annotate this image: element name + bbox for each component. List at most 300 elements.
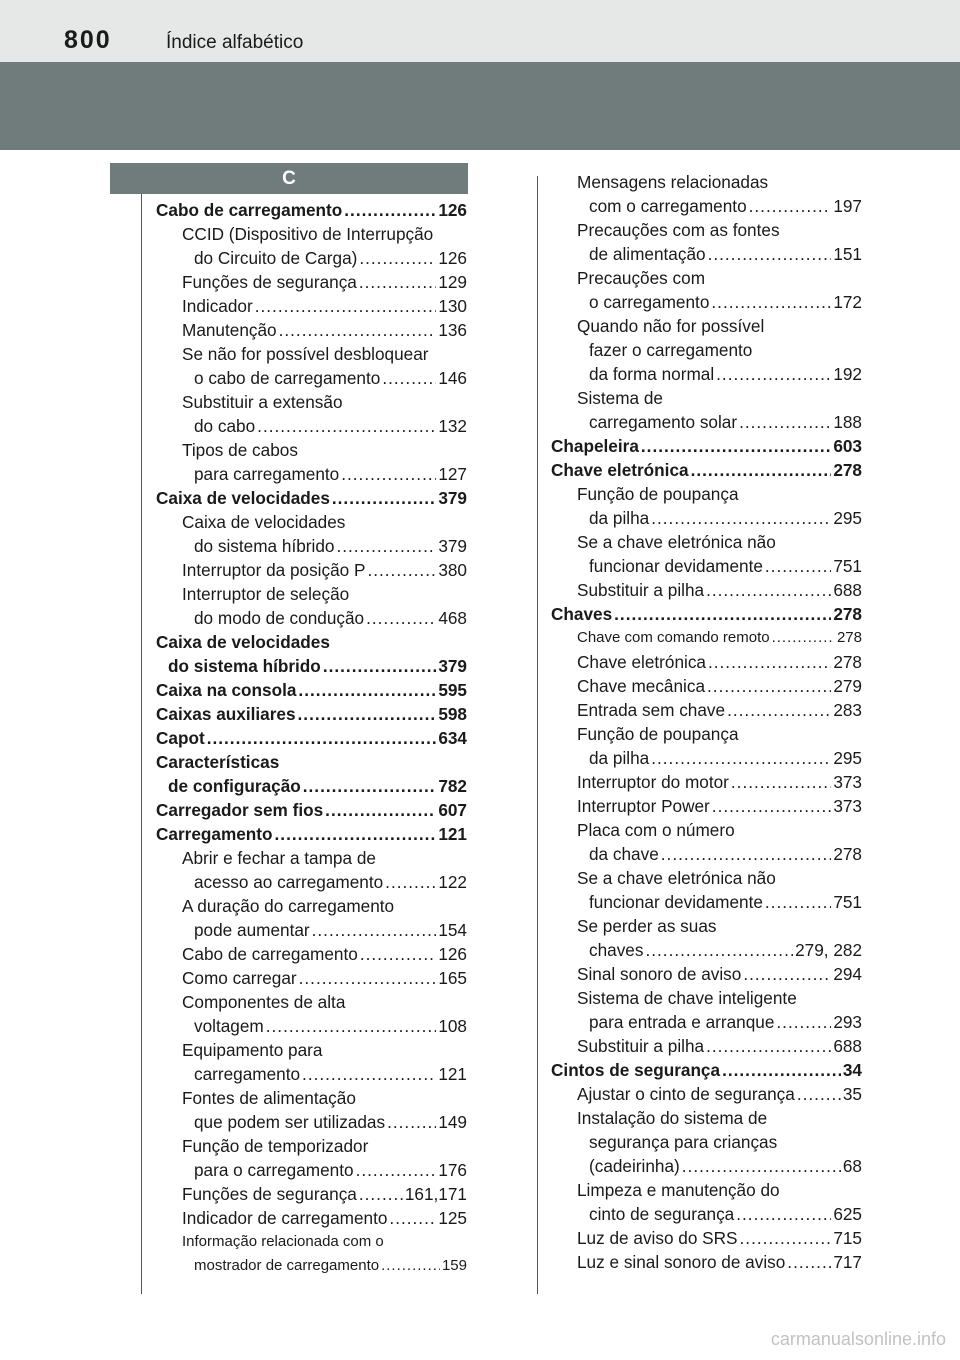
index-entry-line	[182, 558, 467, 582]
index-term: Indicador	[182, 296, 253, 316]
dot-leader	[765, 554, 831, 578]
index-term: de alimentação	[589, 244, 706, 264]
page-reference: 126	[438, 248, 467, 268]
index-entry-line	[577, 938, 862, 962]
index-entry-sub	[156, 1134, 467, 1182]
index-entry-line	[577, 290, 862, 314]
index-term: Entrada sem chave	[577, 700, 726, 720]
dot-leader	[360, 942, 437, 966]
index-entry-line	[577, 698, 862, 722]
index-term: Chave eletrónica	[551, 460, 689, 480]
index-entry-line	[182, 942, 467, 966]
index-term: da pilha	[589, 748, 650, 768]
index-term: Chave eletrónica	[577, 652, 706, 672]
index-term: do sistema híbrido	[194, 536, 335, 556]
dot-leader	[731, 770, 831, 794]
index-entry-sub	[551, 530, 862, 578]
dot-leader	[336, 534, 436, 558]
dot-leader	[661, 842, 832, 866]
index-entry-sub	[156, 966, 467, 990]
page-reference: 278	[833, 652, 862, 672]
page-reference: 598	[438, 704, 467, 724]
index-term: Indicador de carregamento	[182, 1208, 388, 1228]
index-term: da forma normal	[589, 364, 715, 384]
index-entry-line	[577, 842, 862, 866]
index-term: Função de temporizador	[182, 1136, 369, 1156]
dot-leader	[367, 558, 436, 582]
index-term: Carregador sem fios	[156, 800, 324, 820]
page-reference: 294	[833, 964, 862, 984]
page-reference: 715	[833, 1228, 862, 1248]
index-term: que podem ser utilizadas	[194, 1112, 386, 1132]
index-entry-sub	[551, 650, 862, 674]
index-term: Função de poupança	[577, 724, 739, 744]
page-reference: 279	[833, 676, 862, 696]
index-entry-sub	[551, 1106, 862, 1178]
index-entry-line	[577, 770, 862, 794]
index-term: Chave mecânica	[577, 676, 706, 696]
dot-leader	[722, 1058, 841, 1082]
page-reference: 373	[833, 796, 862, 816]
index-entry-line	[551, 1058, 862, 1082]
index-term: Função de poupança	[577, 484, 739, 504]
index-entry-sub	[156, 510, 467, 558]
index-entry-line	[577, 890, 862, 914]
index-term: Limpeza e manutenção do	[577, 1180, 780, 1200]
index-term: da chave	[589, 844, 659, 864]
page-reference: 154	[438, 920, 467, 940]
dot-leader	[302, 1062, 436, 1086]
index-term: Sistema de chave inteligente	[577, 988, 797, 1008]
index-entry-sub	[156, 438, 467, 486]
index-term: Interruptor da posição P	[182, 560, 366, 580]
index-entry-main	[551, 434, 862, 458]
index-entry-sub	[551, 770, 862, 794]
index-entry-sub	[551, 986, 862, 1034]
index-term: acesso ao carregamento	[194, 872, 384, 892]
dot-leader	[651, 746, 831, 770]
index-entry-line	[182, 462, 467, 486]
index-entry-sub	[551, 1250, 862, 1274]
column-rule-left	[141, 194, 142, 1294]
index-term: do Circuito de Carga)	[194, 248, 358, 268]
page-reference: 176	[438, 1160, 467, 1180]
page-reference: 595	[438, 680, 467, 700]
index-term: do sistema híbrido	[168, 656, 321, 676]
page-reference: 159	[441, 1257, 467, 1274]
dot-leader	[299, 966, 437, 990]
index-entry-line	[577, 1034, 862, 1058]
dot-leader	[711, 290, 831, 314]
dot-leader	[323, 654, 437, 678]
dot-leader	[708, 650, 831, 674]
index-term: para carregamento	[194, 464, 340, 484]
dot-leader	[682, 1154, 841, 1178]
dot-leader	[739, 410, 831, 434]
page-reference: 717	[833, 1252, 862, 1272]
index-term: Interruptor do motor	[577, 772, 729, 792]
index-entry-main	[156, 678, 467, 702]
index-entry-sub	[551, 1178, 862, 1226]
dot-leader	[359, 270, 436, 294]
dot-leader	[275, 822, 437, 846]
index-term: Precauções com as fontes	[577, 220, 780, 240]
index-entry-sub	[551, 626, 862, 650]
page-reference: 688	[833, 580, 862, 600]
index-term: Interruptor de seleção	[182, 584, 350, 604]
index-entry-line	[577, 1010, 862, 1034]
index-term: mostrador de carregamento	[194, 1257, 380, 1274]
dot-leader	[787, 1250, 831, 1274]
dot-leader	[743, 962, 831, 986]
index-term: para o carregamento	[194, 1160, 354, 1180]
index-entry-line	[577, 746, 862, 770]
dot-leader	[312, 918, 437, 942]
index-entry-sub	[551, 1082, 862, 1106]
index-entry-main	[551, 458, 862, 482]
index-entry-line	[156, 702, 467, 726]
dot-leader	[359, 1182, 403, 1206]
page-reference: 278	[833, 460, 862, 480]
index-entry-sub	[551, 578, 862, 602]
index-term: A duração do carregamento	[182, 896, 395, 916]
dot-leader	[691, 458, 832, 482]
page-reference: 379	[438, 488, 467, 508]
index-term: chaves	[589, 940, 644, 960]
index-term: Se a chave eletrónica não	[577, 532, 776, 552]
dot-leader	[749, 194, 832, 218]
index-term: Cintos de segurança	[551, 1060, 721, 1080]
index-entry-main	[156, 702, 467, 726]
dot-leader	[207, 726, 437, 750]
page-reference: 146	[438, 368, 467, 388]
index-term: Funções de segurança	[182, 272, 357, 292]
index-entry-line	[182, 1062, 467, 1086]
index-entry-sub	[551, 722, 862, 770]
dot-leader	[303, 774, 437, 798]
index-entry-line	[182, 966, 467, 990]
index-term: Como carregar	[182, 968, 297, 988]
index-entry-main	[156, 822, 467, 846]
page-reference: 625	[833, 1204, 862, 1224]
index-entry-line	[156, 822, 467, 846]
index-entry-sub	[156, 942, 467, 966]
index-term: Precauções com	[577, 268, 706, 288]
dot-leader	[614, 602, 831, 626]
page-reference: 136	[438, 320, 467, 340]
index-term: Caixa de velocidades	[156, 488, 330, 508]
index-term: Se perder as suas	[577, 916, 717, 936]
dot-leader	[706, 578, 831, 602]
index-term: voltagem	[194, 1016, 264, 1036]
index-term: funcionar devidamente	[589, 892, 763, 912]
index-entry-line	[577, 242, 862, 266]
page-reference: 188	[833, 412, 862, 432]
index-entry-line	[577, 1082, 862, 1106]
index-entry-sub	[156, 894, 467, 942]
index-term: Se a chave eletrónica não	[577, 868, 776, 888]
index-term: Chave com comando remoto	[577, 629, 770, 646]
index-entry-line	[182, 366, 467, 390]
index-entry-main	[551, 602, 862, 626]
index-term: Quando não for possível	[577, 316, 765, 336]
index-entry-sub	[551, 482, 862, 530]
dot-leader	[797, 1082, 841, 1106]
index-entry-sub	[156, 1038, 467, 1086]
index-entry-sub	[551, 218, 862, 266]
index-entry-sub	[551, 1034, 862, 1058]
page-reference: 279, 282	[795, 940, 862, 960]
dot-leader	[366, 606, 436, 630]
index-entry-sub	[551, 1226, 862, 1250]
index-entry-line	[577, 194, 862, 218]
index-entry-main	[156, 726, 467, 750]
index-entry-line	[156, 486, 467, 510]
dot-leader	[389, 1206, 436, 1230]
dot-leader	[712, 794, 832, 818]
index-term: Caixa na consola	[156, 680, 297, 700]
dot-leader	[344, 198, 436, 222]
index-term: Substituir a pilha	[577, 1036, 705, 1056]
index-entry-sub	[156, 1206, 467, 1230]
index-term: para entrada e arranque	[589, 1012, 775, 1032]
page-reference: 129	[438, 272, 467, 292]
index-term: (cadeirinha)	[589, 1156, 680, 1176]
index-entry-main	[156, 198, 467, 222]
page-title: Índice alfabético	[166, 32, 304, 53]
index-term: carregamento	[194, 1064, 301, 1084]
index-entry-line	[156, 798, 467, 822]
index-entry-main	[156, 486, 467, 510]
page-reference: 121	[438, 1064, 467, 1084]
index-entry-line	[182, 1110, 467, 1134]
index-term: Manutenção	[182, 320, 277, 340]
page-reference: 192	[833, 364, 862, 384]
watermark: carmanualsonline.info	[770, 1329, 946, 1349]
index-term: Carregamento	[156, 824, 273, 844]
index-term: do modo de condução	[194, 608, 365, 628]
page-reference: 34	[842, 1060, 862, 1080]
index-term: Informação relacionada com o	[182, 1233, 384, 1250]
dot-leader	[716, 362, 831, 386]
index-entry-line	[577, 1250, 862, 1274]
index-term: com o carregamento	[589, 196, 747, 216]
index-term: segurança para crianças	[589, 1132, 778, 1152]
index-term: Equipamento para	[182, 1040, 323, 1060]
page-reference: 172	[833, 292, 862, 312]
dot-leader	[279, 318, 437, 342]
index-term: Se não for possível desbloquear	[182, 344, 429, 364]
page-reference: 121	[438, 824, 467, 844]
dot-leader	[740, 1226, 832, 1250]
index-term: funcionar devidamente	[589, 556, 763, 576]
dot-leader	[385, 870, 436, 894]
index-term: Chapeleira	[551, 436, 639, 456]
page-reference: 379	[438, 656, 467, 676]
page-reference: 373	[833, 772, 862, 792]
page-number: 800	[64, 26, 112, 54]
index-entry-sub	[156, 1086, 467, 1134]
index-term: Instalação do sistema de	[577, 1108, 768, 1128]
index-term: Mensagens relacionadas	[577, 172, 769, 192]
index-term: fazer o carregamento	[589, 340, 753, 360]
index-term: Abrir e fechar a tampa de	[182, 848, 376, 868]
page-reference: 149	[438, 1112, 467, 1132]
page-reference: 278	[836, 629, 862, 646]
index-entry-line	[156, 726, 467, 750]
dot-leader	[356, 1158, 437, 1182]
index-entry-sub	[156, 222, 467, 270]
index-entry-sub	[551, 314, 862, 386]
index-entry-line	[577, 962, 862, 986]
index-term: Interruptor Power	[577, 796, 710, 816]
index-entry-line	[577, 1226, 862, 1250]
index-term: Cabo de carregamento	[182, 944, 358, 964]
index-term: Substituir a pilha	[577, 580, 705, 600]
index-entry-sub	[156, 582, 467, 630]
index-entry-line	[577, 794, 862, 818]
index-term: Caixa de velocidades	[156, 632, 330, 652]
index-entry-line	[577, 362, 862, 386]
index-entry-line	[182, 918, 467, 942]
index-entry-sub	[551, 170, 862, 218]
index-column-right	[551, 170, 862, 1274]
page-reference: 380	[438, 560, 467, 580]
index-entry-line	[551, 434, 862, 458]
index-entry-line	[156, 198, 467, 222]
page-reference: 197	[833, 196, 862, 216]
index-entry-line	[156, 678, 467, 702]
index-term: Chaves	[551, 604, 613, 624]
dot-leader	[727, 698, 831, 722]
page-reference: 127	[438, 464, 467, 484]
index-entry-line	[577, 410, 862, 434]
dot-leader	[387, 1110, 436, 1134]
dot-leader	[298, 702, 437, 726]
index-entry-line	[156, 654, 467, 678]
index-entry-line	[182, 870, 467, 894]
index-entry-line	[182, 246, 467, 270]
index-entry-main	[156, 630, 467, 678]
page-reference: 161,171	[404, 1184, 467, 1204]
page-reference: 782	[438, 776, 467, 796]
dot-leader	[707, 674, 831, 698]
index-entry-line	[577, 1154, 862, 1178]
page-reference: 688	[833, 1036, 862, 1056]
index-term: Sistema de	[577, 388, 663, 408]
index-entry-line	[182, 294, 467, 318]
index-term: carregamento solar	[589, 412, 738, 432]
index-entry-line	[182, 1254, 467, 1278]
page-reference: 603	[833, 436, 862, 456]
page-reference: 607	[438, 800, 467, 820]
index-term: Luz e sinal sonoro de aviso	[577, 1252, 786, 1272]
index-entry-main	[551, 1058, 862, 1082]
index-entry-line	[551, 602, 862, 626]
index-term: CCID (Dispositivo de Interrupção	[182, 224, 434, 244]
index-entry-sub	[156, 846, 467, 894]
page-reference: 108	[438, 1016, 467, 1036]
dot-leader	[776, 1010, 831, 1034]
page-reference: 278	[833, 844, 862, 864]
index-entry-line	[182, 1014, 467, 1038]
index-entry-line	[577, 650, 862, 674]
page-reference: 293	[833, 1012, 862, 1032]
index-entry-sub	[551, 818, 862, 866]
index-entry-sub	[551, 962, 862, 986]
index-entry-line	[577, 626, 862, 650]
index-term: Caixas auxiliares	[156, 704, 296, 724]
page-reference: 295	[833, 748, 862, 768]
index-term: Componentes de alta	[182, 992, 346, 1012]
index-entry-sub	[156, 558, 467, 582]
index-entry-line	[551, 458, 862, 482]
page-reference: 634	[438, 728, 467, 748]
index-entry-sub	[156, 990, 467, 1038]
index-entry-line	[182, 414, 467, 438]
index-term: Cabo de carregamento	[156, 200, 343, 220]
page-reference: 379	[438, 536, 467, 556]
dot-leader	[359, 246, 436, 270]
index-entry-sub	[156, 1182, 467, 1206]
index-term: o cabo de carregamento	[194, 368, 381, 388]
page-reference: 125	[438, 1208, 467, 1228]
index-entry-line	[156, 774, 467, 798]
index-entry-line	[182, 1182, 467, 1206]
page-reference: 126	[438, 200, 467, 220]
page-reference: 122	[438, 872, 467, 892]
index-entry-line	[182, 1206, 467, 1230]
dot-leader	[772, 626, 835, 650]
index-entry-sub	[156, 318, 467, 342]
index-entry-sub	[551, 914, 862, 962]
index-term: Placa com o número	[577, 820, 735, 840]
page-reference: 283	[833, 700, 862, 720]
index-term: da pilha	[589, 508, 650, 528]
header-band	[0, 62, 960, 150]
page-reference: 278	[833, 604, 862, 624]
page-reference: 151	[833, 244, 862, 264]
index-entry-line	[182, 318, 467, 342]
index-entry-sub	[156, 390, 467, 438]
index-entry-sub	[156, 270, 467, 294]
index-entry-sub	[156, 1230, 467, 1278]
dot-leader	[255, 294, 437, 318]
index-column-left	[156, 198, 467, 1278]
index-term: Ajustar o cinto de segurança	[577, 1084, 795, 1104]
section-letter-header: C	[110, 163, 468, 194]
index-term: Substituir a extensão	[182, 392, 343, 412]
page-reference: 35	[842, 1084, 862, 1104]
column-rule-middle	[537, 176, 538, 1294]
dot-leader	[708, 242, 832, 266]
page-reference: 751	[833, 892, 862, 912]
index-term: Fontes de alimentação	[182, 1088, 356, 1108]
index-term: Características	[156, 752, 280, 772]
index-term: Caixa de velocidades	[182, 512, 346, 532]
index-entry-line	[182, 606, 467, 630]
index-entry-line	[577, 1202, 862, 1226]
index-entry-sub	[551, 674, 862, 698]
index-entry-sub	[551, 266, 862, 314]
page-reference: 126	[438, 944, 467, 964]
page-reference: 68	[842, 1156, 862, 1176]
index-entry-line	[182, 1158, 467, 1182]
dot-leader	[706, 1034, 831, 1058]
index-entry-line	[577, 578, 862, 602]
dot-leader	[382, 366, 436, 390]
dot-leader	[651, 506, 831, 530]
